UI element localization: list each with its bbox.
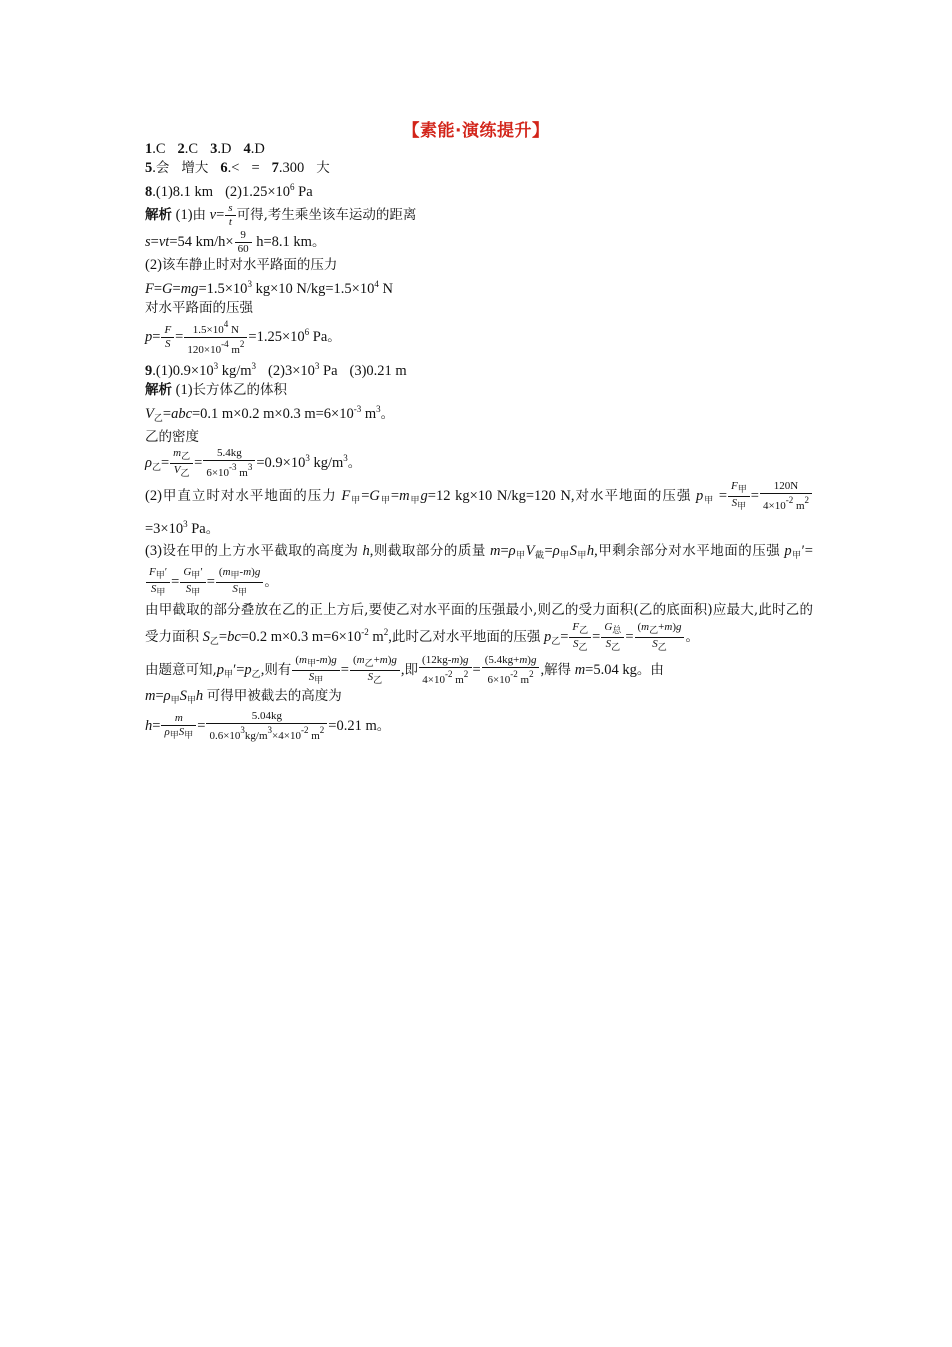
answer-line-9: p= $\frac{F}{S}$ = $\frac{1.5\times 10^4 N}{120\times 10^{-4} m^2}$ $=1.25\times 10^6$ Pa。 bbox=[145, 319, 341, 356]
answer-line-18: 由题意可知$,p_甲'=p_乙$,则有 $\frac{(m_甲-m)g}{S_甲}$ = $\frac{(m_乙+m)g}{S_乙}$ ,即 $\frac{(12kg-m)g}{4\times 10^{-2} m^2}$ = $\frac{(5.4kg+m)g}{6\times 10^{-2} m^2}$ ,解得 m=5.04 kg。由 bbox=[145, 654, 664, 687]
answer-line-6: (2)该车静止时对水平路面的压力 bbox=[145, 257, 338, 273]
answer-line-1: 1.C 2.C 3.D 4.D bbox=[145, 141, 265, 157]
answer-line-14: $\rho_乙=$ $\frac{m_乙}{V_乙}$ = $\frac{5.4kg}{6\times 10^{-3} m^3}$ $=0.9\times 10^3$ $kg/m^3$。 bbox=[145, 447, 362, 480]
answer-content bbox=[145, 140, 813, 743]
section-title: 【素能·演练提升】 bbox=[402, 121, 550, 141]
answer-line-3: 8.(1)8.1 km $(2)1.25\times 10^6$ Pa bbox=[145, 182, 313, 200]
answer-line-5: s=vt=54 km/h× $\frac{9}{60}$ h=8.1 km。 bbox=[145, 229, 326, 255]
answer-line-16: (3)设在甲的上方水平截取的高度为 h,则截取部分的质量 $m=\rho_甲V_截=\rho_甲S_甲h$,甲剩余部分对水平地面的压强 $p_甲'=$ $\frac{F_甲'}{S_甲}$ = $\frac{G_甲'}{S_甲}$ = $\frac{(m_甲-m)g}{S_甲}$ 。 bbox=[145, 543, 813, 598]
answer-line-2: 5.会 增大 6.< = 7.300 大 bbox=[145, 160, 330, 176]
answer-line-17: 由甲截取的部分叠放在乙的正上方后,要使乙对水平面的压强最小,则乙的受力面积(乙的底面积)应最大,此时乙的受力面积 $S_乙=bc=0.2$ m×0.3 $m=6\times 10^{-2}$ $m^2$,此时乙对水平地面的压强 $p_乙=$ $\frac{F_乙}{S_乙}$ = $\frac{G_总}{S_乙}$ = $\frac{(m_乙+m)g}{S_乙}$ 。 bbox=[145, 602, 813, 653]
answer-line-15: (2)甲直立时对水平地面的压力 $F_甲=G_甲=m_甲g=12$ kg×10 N/kg=120 N,对水平地面的压强 $p_甲$ = $\frac{F_甲}{S_甲}$ = $\frac{120N}{4\times 10^{-2} m^2}$ $=3\times 10^3$ Pa。 bbox=[145, 480, 813, 540]
answer-line-8: 对水平路面的压强 bbox=[145, 300, 253, 316]
answer-line-4: 解析 (1)由 v= $\frac{s}{t}$ 可得,考生乘坐该车运动的距离 bbox=[145, 202, 417, 228]
answer-line-7: $F=G=mg=1.5\times 10^3$ kg×10 $N/kg=1.5\times 10^4$ N bbox=[145, 279, 393, 297]
answer-line-20: h= $\frac{m}{\rho_甲S_甲}$ = $\frac{5.04kg}{0.6\times 10^3kg/m^3\times 4\times 10^{-2} m^2}$ =0.21 m。 bbox=[145, 710, 391, 743]
answer-line-11: 解析 (1)长方体乙的体积 bbox=[145, 382, 288, 398]
answer-line-13: 乙的密度 bbox=[145, 429, 199, 445]
answer-line-19: $m=\rho_甲S_甲h$ 可得甲被截去的高度为 bbox=[145, 688, 342, 706]
answer-line-10: $9.(1)0.9\times 10^3$ $kg/m^3$ $(2)3\times 10^3$ Pa (3)0.21 m bbox=[145, 361, 407, 379]
answer-line-12: $V_乙=abc=0.1$ m×0.2 m×0.3 $m=6\times 10^{-3}$ $m^3$。 bbox=[145, 404, 395, 423]
